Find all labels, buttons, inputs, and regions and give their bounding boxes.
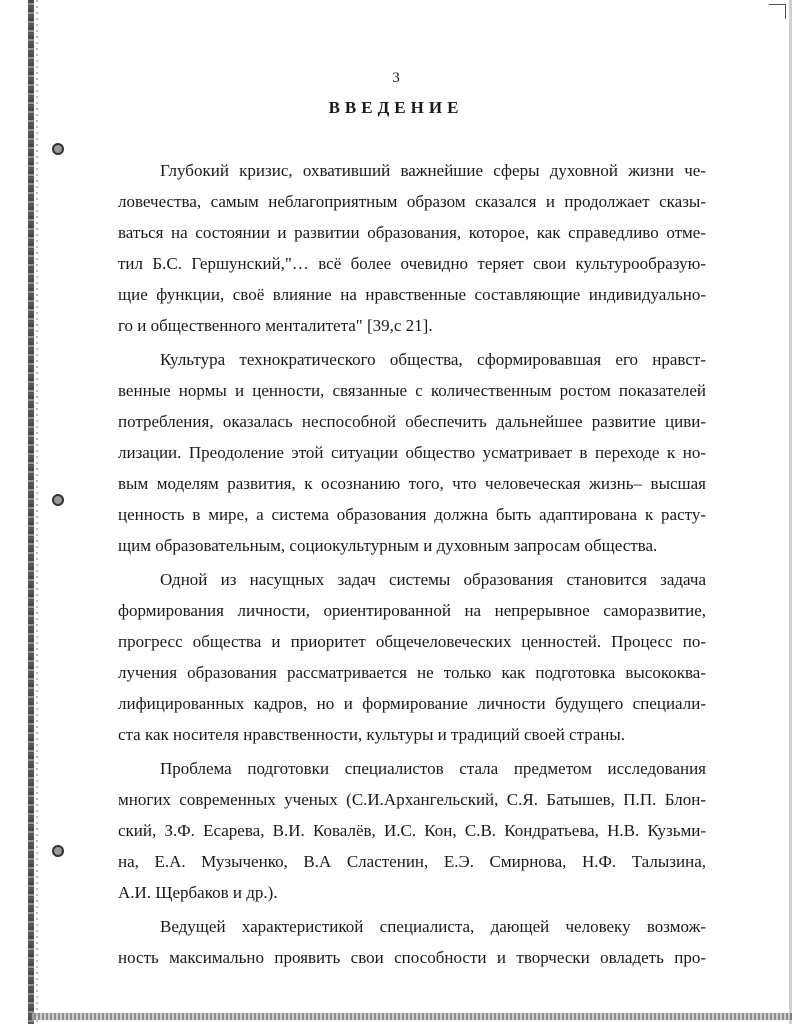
- text-line: го и общественного менталитета" [39,с 21].: [118, 316, 433, 335]
- scan-edge-left-dots: [36, 0, 38, 1024]
- punch-hole-icon: [52, 143, 64, 155]
- punch-hole-icon: [52, 494, 64, 506]
- scan-corner-mark: [769, 4, 786, 19]
- text-line: вым моделям развития, к осознанию того, что человеческая жизнь– высшая: [118, 474, 706, 493]
- text-line: потребления, оказалась неспособной обеспечить дальнейшее развитие циви-: [118, 412, 706, 431]
- text-line: ский, З.Ф. Есарева, В.И. Ковалёв, И.С. Кон, С.В. Кондратьева, Н.В. Кузьми-: [118, 821, 706, 840]
- paragraph-5: [118, 911, 706, 973]
- page-number: 3: [392, 70, 400, 86]
- text-line: многих современных ученых (С.И.Архангельский, С.Я. Батышев, П.П. Блон-: [118, 790, 706, 809]
- punch-hole-icon: [52, 845, 64, 857]
- text-line: Одной из насущных задач системы образования становится задача: [160, 570, 706, 589]
- text-line: формирования личности, ориентированной на непрерывное саморазвитие,: [118, 601, 706, 620]
- text-line: ста как носителя нравственности, культуры и традиций своей страны.: [118, 725, 626, 744]
- paragraph-1: [118, 155, 706, 341]
- text-line: лучения образования рассматривается не только как подготовка высококва-: [118, 663, 706, 682]
- text-line: прогресс общества и приоритет общечеловеческих ценностей. Процесс по-: [118, 632, 706, 651]
- text-line: ность максимально проявить свои способности и творчески овладеть про-: [118, 948, 706, 967]
- text-line: Глубокий кризис, охвативший важнейшие сферы духовной жизни че-: [160, 161, 706, 180]
- text-line: Культура технократического общества, сформировавшая его нравст-: [160, 350, 706, 369]
- text-line: А.И. Щербаков и др.).: [118, 883, 278, 902]
- text-line: венные нормы и ценности, связанные с количественным ростом показателей: [118, 381, 706, 400]
- paragraph-4: [118, 753, 706, 908]
- text-line: ценность в мире, а система образования должна быть адаптирована к расту-: [118, 505, 706, 524]
- text-line: Ведущей характеристикой специалиста, дающей человеку возмож-: [160, 917, 706, 936]
- paragraph-2: [118, 344, 706, 561]
- scan-edge-bottom: [30, 1013, 792, 1020]
- text-line: тил Б.С. Гершунский,"… всё более очевидно теряет свои культурообразую-: [118, 254, 706, 273]
- text-line: лифицированных кадров, но и формирование личности будущего специали-: [118, 694, 706, 713]
- paragraph-3: [118, 564, 706, 750]
- page-title: ВВЕДЕНИЕ: [328, 98, 464, 117]
- text-line: лизации. Преодоление этой ситуации общество усматривает в переходе к но-: [118, 443, 706, 462]
- document-body: [118, 155, 706, 976]
- text-line: щим образовательным, социокультурным и духовным запросам общества.: [118, 536, 658, 555]
- scan-edge-left: [28, 0, 34, 1024]
- text-line: Проблема подготовки специалистов стала предметом исследования: [160, 759, 706, 778]
- text-line: ловечества, самым неблагоприятным образом сказался и продолжает сказы-: [118, 192, 706, 211]
- text-line: на, Е.А. Музыченко, В.А Сластенин, Е.Э. Смирнова, Н.Ф. Талызина,: [118, 852, 706, 871]
- text-line: ваться на состоянии и развитии образования, которое, как справедливо отме-: [118, 223, 706, 242]
- text-line: щие функции, своё влияние на нравственные составляющие индивидуально-: [118, 285, 706, 304]
